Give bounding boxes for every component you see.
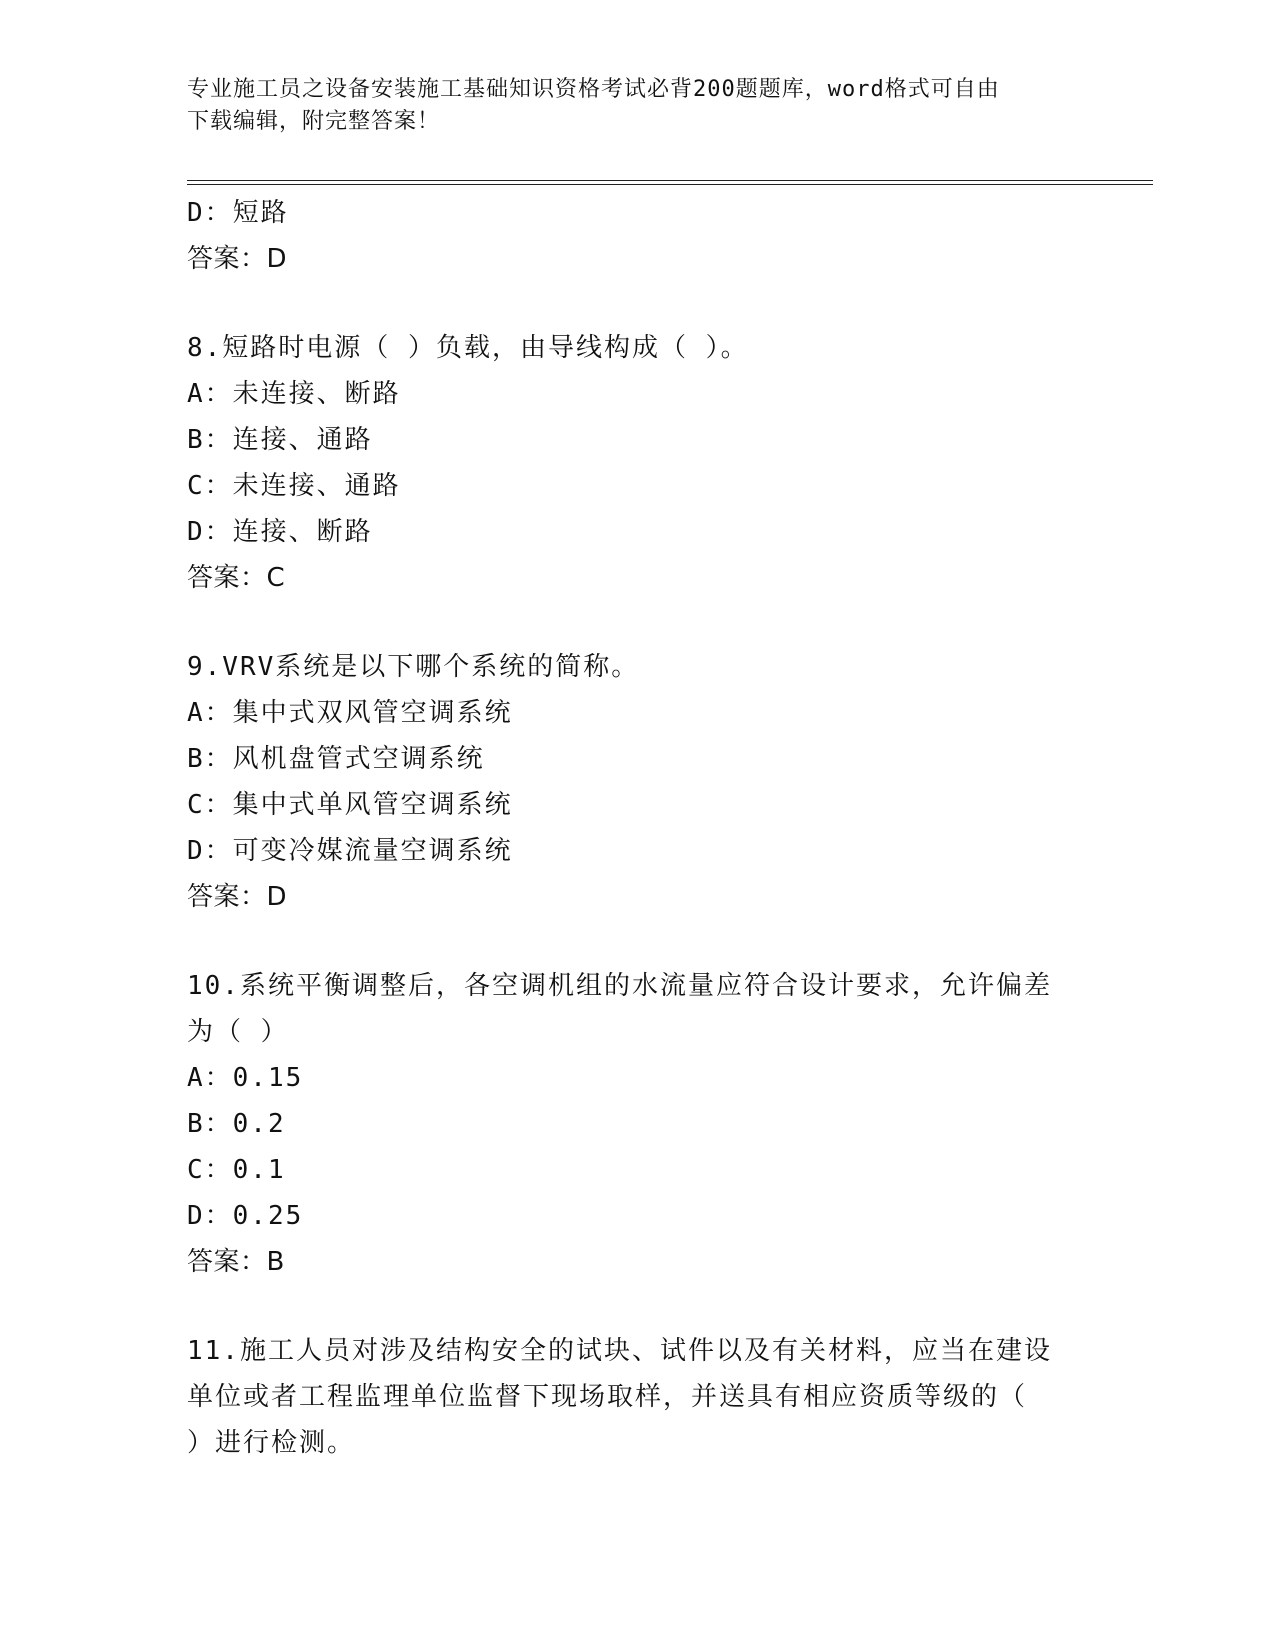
option-d: D：可变冷媒流量空调系统 <box>187 836 513 866</box>
option-a: A：未连接、断路 <box>187 379 401 409</box>
option-b: B：连接、通路 <box>187 425 373 455</box>
option-d: D：0.25 <box>187 1201 304 1231</box>
option-a: A：集中式双风管空调系统 <box>187 698 513 728</box>
question-stem: 8.短路时电源（ ）负载，由导线构成（ ）。 <box>187 333 749 363</box>
header-divider-bottom <box>187 184 1153 185</box>
question-10 <box>187 963 1087 1285</box>
answer-line: 答案：B <box>187 1247 285 1277</box>
option-a: A：0.15 <box>187 1063 304 1093</box>
option-b: B：0.2 <box>187 1109 286 1139</box>
option-b: B：风机盘管式空调系统 <box>187 744 485 774</box>
header-line-1: 专业施工员之设备安装施工基础知识资格考试必背200题题库，word格式可自由 <box>187 77 1000 102</box>
option-d: D：短路 <box>187 198 289 228</box>
question-8 <box>187 325 1087 601</box>
question-stem-line-2: 单位或者工程监理单位监督下现场取样，并送具有相应资质等级的（ <box>187 1382 1028 1412</box>
answer-line: 答案：C <box>187 563 286 593</box>
question-9 <box>187 644 1087 920</box>
option-d: D：连接、断路 <box>187 517 373 547</box>
question-11 <box>187 1328 1087 1466</box>
question-stem-line-1: 11.施工人员对涉及结构安全的试块、试件以及有关材料，应当在建设 <box>187 1336 1052 1366</box>
question-stem-line-2: 为（ ） <box>187 1017 289 1047</box>
answer-line: 答案：D <box>187 244 288 274</box>
answer-line: 答案：D <box>187 882 288 912</box>
document-header <box>187 74 1067 138</box>
option-c: C：未连接、通路 <box>187 471 401 501</box>
header-divider-top <box>187 180 1153 181</box>
question-stem-line-3: ）进行检测。 <box>187 1428 356 1458</box>
question-stem: 9.VRV系统是以下哪个系统的简称。 <box>187 652 640 682</box>
question-list <box>187 190 1087 1466</box>
option-c: C：集中式单风管空调系统 <box>187 790 513 820</box>
question-stem-line-1: 10.系统平衡调整后，各空调机组的水流量应符合设计要求，允许偏差 <box>187 971 1052 1001</box>
header-line-2: 下载编辑，附完整答案！ <box>187 109 441 134</box>
option-c: C：0.1 <box>187 1155 286 1185</box>
